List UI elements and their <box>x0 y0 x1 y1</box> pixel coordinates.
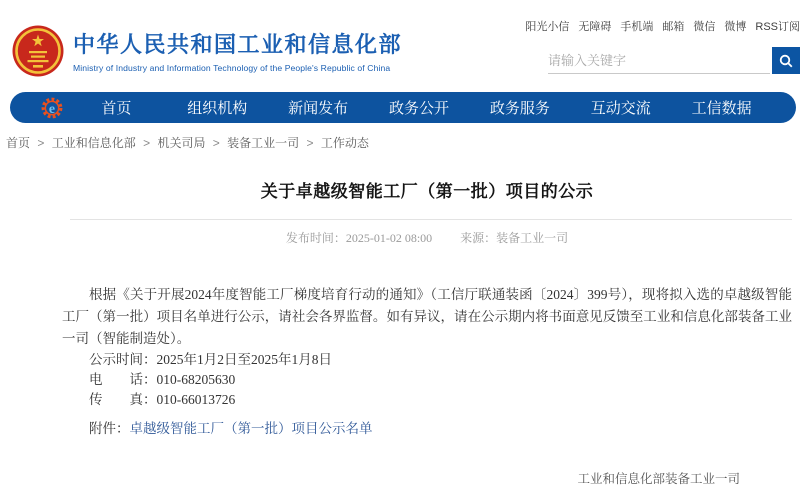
attachment-link[interactable]: 卓越级智能工厂（第一批）项目公示名单 <box>129 421 373 436</box>
publish-time: 2025-01-02 08:00 <box>345 231 433 245</box>
search-input[interactable] <box>548 48 770 74</box>
svg-text:e: e <box>48 100 56 116</box>
source-value: 装备工业一司 <box>496 231 569 245</box>
source-label: 来源： <box>460 231 497 245</box>
national-emblem-icon <box>12 25 64 77</box>
search-bar <box>548 47 800 74</box>
detail-publicity-period: 公示时间：2025年1月2日至2025年1月8日 <box>89 352 332 367</box>
search-button[interactable] <box>772 47 800 74</box>
publish-time-label: 发布时间： <box>285 231 346 245</box>
nav-item-home[interactable]: 首页 <box>101 100 132 117</box>
miit-gear-logo-icon <box>40 96 64 120</box>
utility-links <box>525 18 800 34</box>
nav-item-gov-services[interactable]: 政务服务 <box>489 100 550 117</box>
main-nav <box>10 92 796 123</box>
detail-fax: 传 真：010-66013726 <box>89 392 236 407</box>
nav-item-gov-disclosure[interactable]: 政务公开 <box>389 100 450 117</box>
breadcrumb-item-work-updates[interactable]: 工作动态 <box>320 136 369 150</box>
utility-link-rss[interactable]: RSS订阅 <box>755 21 800 33</box>
utility-link-weibo[interactable]: 微博 <box>724 21 747 33</box>
breadcrumb-item-miit[interactable]: 工业和信息化部 <box>51 136 136 150</box>
search-icon <box>778 53 794 69</box>
attachment-line <box>62 419 792 439</box>
site-header <box>0 0 806 88</box>
nav-item-news[interactable]: 新闻发布 <box>288 100 349 117</box>
article-meta <box>62 229 792 246</box>
site-brand-home-link[interactable] <box>12 13 402 88</box>
utility-link-wechat[interactable]: 微信 <box>693 21 716 33</box>
utility-link-mobile[interactable]: 手机端 <box>620 21 654 33</box>
breadcrumb-item-home[interactable]: 首页 <box>6 136 31 150</box>
article-body <box>62 284 792 487</box>
signature: 工业和信息化部装备工业一司 <box>577 472 740 486</box>
breadcrumb-separator: > <box>37 136 45 150</box>
article <box>62 177 792 487</box>
breadcrumb-separator: > <box>306 136 314 150</box>
breadcrumb <box>0 123 806 151</box>
nav-item-organization[interactable]: 组织机构 <box>187 100 248 117</box>
utility-link-assistant[interactable]: 阳光小信 <box>525 21 570 33</box>
brand-text <box>73 28 402 73</box>
attachment-label: 附件： <box>89 421 130 436</box>
utility-link-mail[interactable]: 邮箱 <box>662 21 685 33</box>
breadcrumb-separator: > <box>143 136 151 150</box>
header-right <box>525 13 800 88</box>
site-name: 中华人民共和国工业和信息化部 <box>73 32 403 57</box>
breadcrumb-item-equipment-dept[interactable]: 装备工业一司 <box>227 136 300 150</box>
site-name-english: Ministry of Industry and Information Technology of the People's Republic of China <box>73 63 391 73</box>
title-divider <box>70 219 792 220</box>
detail-phone: 电 话：010-68205630 <box>89 372 236 387</box>
notice-paragraph: 根据《关于开展2024年度智能工厂梯度培育行动的通知》（工信厅联通装函〔2024〕399号），现将拟入选的卓越级智能工厂（第一批）项目名单进行公示，请社会各界监督。如有异议，请在公示期内将书面意见反馈至工业和信息化部装备工业一司（智能制造处）。 <box>62 287 792 346</box>
nav-item-interaction[interactable]: 互动交流 <box>590 100 651 117</box>
breadcrumb-item-departments[interactable]: 机关司局 <box>157 136 206 150</box>
utility-link-accessibility[interactable]: 无障碍 <box>578 21 612 33</box>
nav-item-data[interactable]: 工信数据 <box>691 100 752 117</box>
page-title: 关于卓越级智能工厂（第一批）项目的公示 <box>260 182 594 201</box>
breadcrumb-separator: > <box>212 136 220 150</box>
